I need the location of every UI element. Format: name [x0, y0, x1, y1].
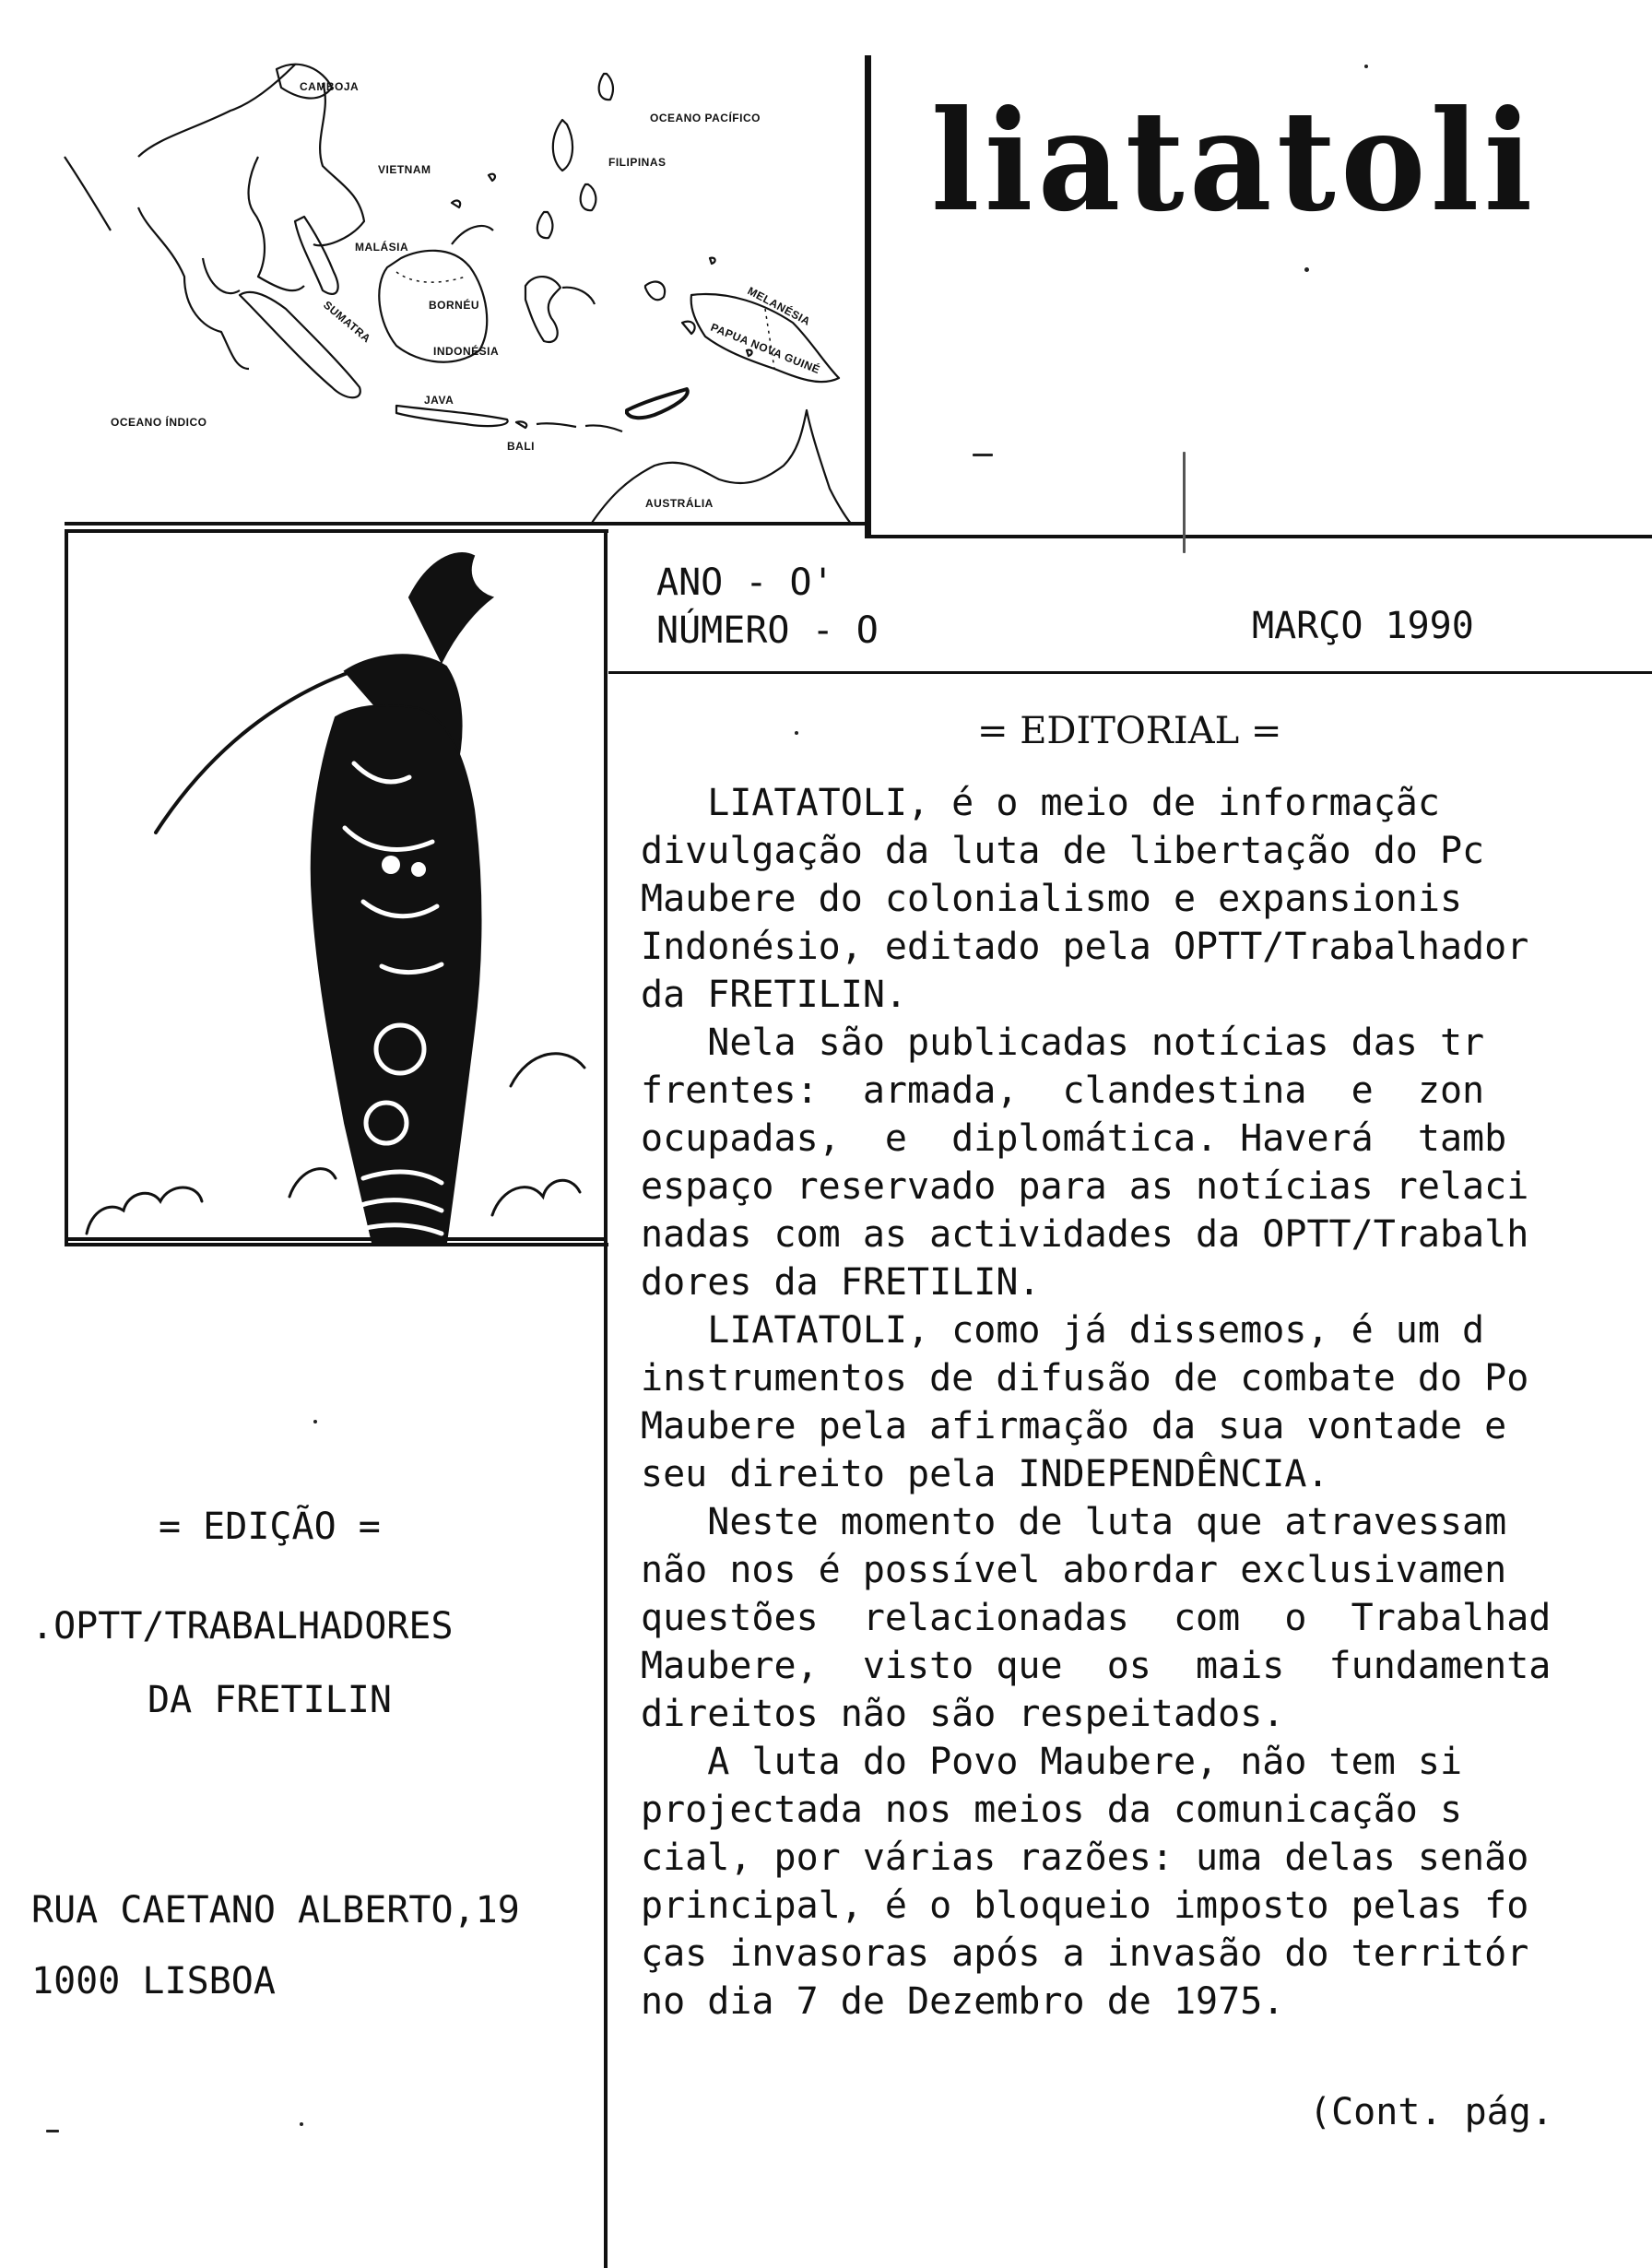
illustration-bottom-rule	[65, 1237, 607, 1241]
scan-speck	[795, 731, 798, 735]
editorial-line: direitos não são respeitados.	[641, 1693, 1285, 1735]
editorial-line: ças invasoras após a invasão do territór	[641, 1932, 1529, 1975]
issue-year: ANO - O'	[656, 561, 834, 604]
address-line-1: RUA CAETANO ALBERTO,19	[31, 1889, 520, 1931]
publisher-line-1: .OPTT/TRABALHADORES	[31, 1605, 454, 1648]
address-line-2: 1000 LISBOA	[31, 1960, 276, 2002]
map-label: CAMBOJA	[300, 80, 360, 93]
map-label: JAVA	[424, 394, 454, 407]
map-label: FILIPINAS	[608, 156, 667, 169]
editorial-line: não nos é possível abordar exclusivamen	[641, 1549, 1507, 1591]
editorial-line: Maubere do colonialismo e expansionis	[641, 878, 1463, 920]
issue-number: NÚMERO - O	[656, 609, 879, 652]
editorial-line: espaço reservado para as notícias relaci	[641, 1165, 1529, 1208]
scan-speck	[973, 454, 993, 456]
map-divider	[865, 55, 871, 535]
editorial-heading: = EDITORIAL =	[977, 710, 1282, 752]
editorial-line: Neste momento de luta que atravessam	[641, 1501, 1507, 1543]
editorial-line: ocupadas, e diplomática. Haverá tamb	[641, 1117, 1507, 1160]
continued-note: (Cont. pág.	[1309, 2091, 1553, 2133]
editorial-line: instrumentos de difusão de combate do Po	[641, 1357, 1529, 1400]
map-label: OCEANO ÍNDICO	[111, 416, 207, 429]
editorial-line: cial, por várias razões: uma delas senão	[641, 1837, 1529, 1879]
masthead-rule	[865, 535, 1652, 538]
editorial-line: principal, é o bloqueio imposto pelas fo	[641, 1884, 1529, 1927]
publisher-line-2: DA FRETILIN	[148, 1679, 392, 1721]
editorial-line: A luta do Povo Maubere, não tem si	[641, 1741, 1463, 1783]
map-label: VIETNAM	[378, 163, 431, 176]
map-label: MELANÉSIA	[745, 284, 813, 328]
illustration-frame	[65, 529, 608, 1246]
editorial-line: Indonésio, editado pela OPTT/Trabalhador	[641, 926, 1529, 968]
editorial-line: Nela são publicadas notícias das tr	[641, 1022, 1485, 1064]
editorial-line: Maubere pela afirmação da sua vontade e	[641, 1405, 1507, 1447]
editorial-line: no dia 7 de Dezembro de 1975.	[641, 1980, 1285, 2014]
southeast-asia-map	[46, 46, 857, 526]
scan-speck	[1304, 267, 1309, 272]
map-label: SUMATRA	[321, 298, 374, 346]
editorial-line: da FRETILIN.	[641, 974, 907, 1016]
map-label: BALI	[507, 440, 535, 453]
map-label: AUSTRÁLIA	[645, 497, 714, 510]
issue-rule	[607, 671, 1652, 674]
masthead-title: liatatoli	[931, 80, 1538, 242]
editorial-body	[641, 779, 1652, 2014]
editorial-line: divulgação da luta de libertação do Pc	[641, 830, 1485, 872]
scan-speck	[300, 2122, 303, 2126]
map-label: INDONÉSIA	[433, 345, 500, 358]
editorial-line: seu direito pela INDEPENDÊNCIA.	[641, 1453, 1329, 1495]
editorial-line: LIATATOLI, é o meio de informaçãc	[641, 782, 1440, 824]
scan-speck	[1183, 452, 1186, 553]
column-divider	[604, 529, 608, 2268]
scan-speck	[46, 2130, 59, 2132]
edition-heading: = EDIÇÃO =	[159, 1506, 381, 1548]
editorial-line: nadas com as actividades da OPTT/Trabalh	[641, 1213, 1529, 1256]
editorial-line: projectada nos meios da comunicação s	[641, 1789, 1463, 1831]
map-bottom-rule	[65, 522, 867, 526]
editorial-line: dores da FRETILIN.	[641, 1261, 1041, 1304]
editorial-line: frentes: armada, clandestina e zon	[641, 1069, 1485, 1112]
editorial-line: questões relacionadas com o Trabalhad	[641, 1597, 1552, 1639]
scan-speck	[1364, 65, 1368, 68]
issue-date: MARÇO 1990	[1252, 605, 1474, 647]
editorial-line: LIATATOLI, como já dissemos, é um d	[641, 1309, 1485, 1352]
map-label: BORNÉU	[429, 299, 480, 312]
scan-speck	[313, 1420, 317, 1423]
map-label: MALÁSIA	[355, 241, 409, 254]
map-label: OCEANO PACÍFICO	[650, 112, 761, 124]
editorial-line: Maubere, visto que os mais fundamenta	[641, 1645, 1552, 1687]
maubere-warrior-illustration	[68, 533, 608, 1243]
map-drawing	[46, 46, 857, 526]
map-label: PAPUA NOVA GUINÉ	[708, 320, 822, 377]
